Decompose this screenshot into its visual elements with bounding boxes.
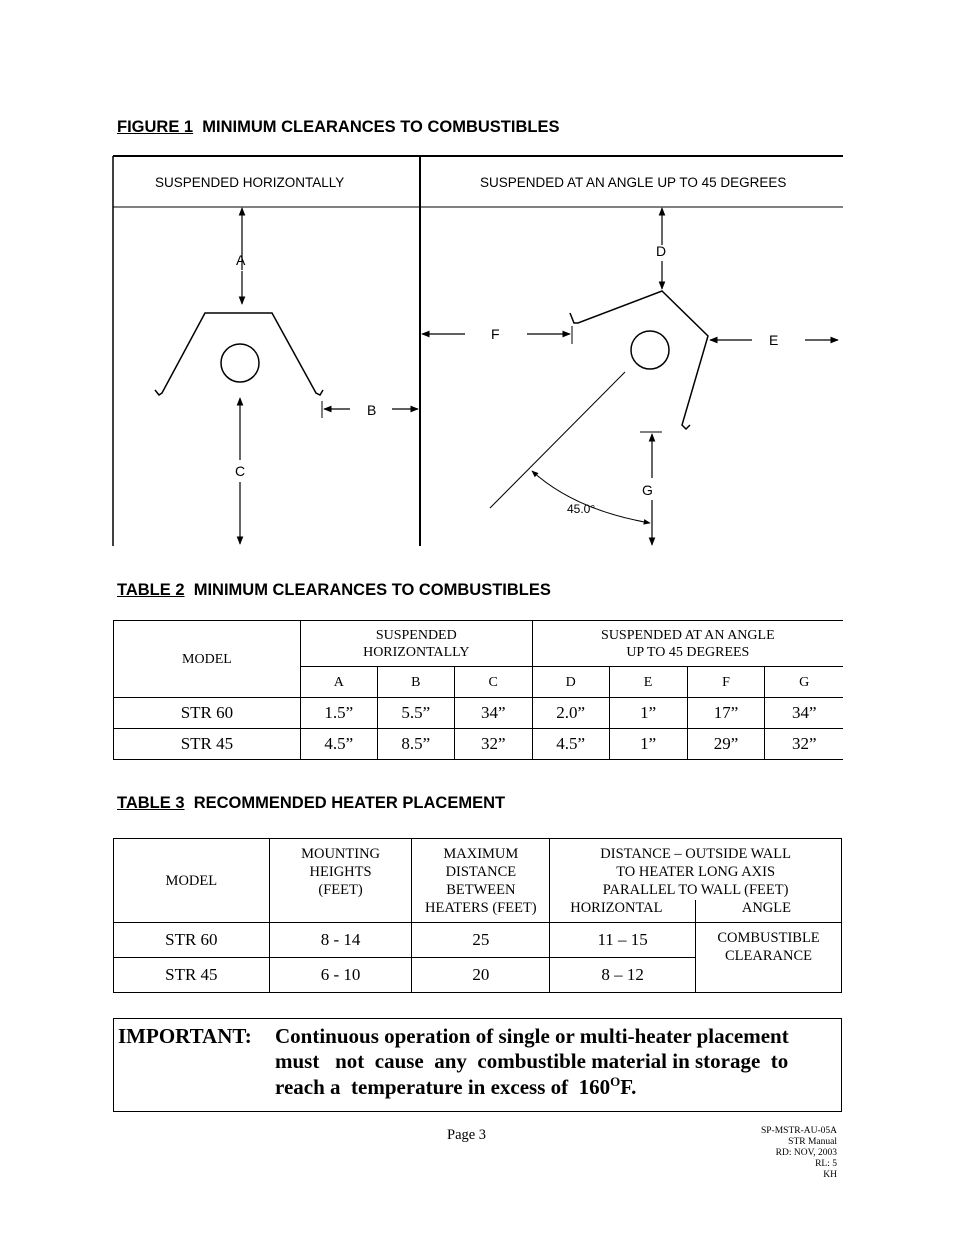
table2-cell: 2.0” [532,698,609,729]
table3-mounting-header-line: (FEET) [318,882,363,898]
table3-max-distance-header [412,839,550,923]
table3-max-distance-header-line: BETWEEN [446,882,516,898]
table3-cell: 8 - 14 [269,923,412,958]
table3-cell: 20 [412,958,550,993]
table3-caption [117,794,505,813]
table2-col-a: A [300,667,377,698]
table3-cell: 11 – 15 [550,923,696,958]
table2-angle-header-line2: UP TO 45 DEGREES [626,644,750,660]
table3-horizontal-subheader: HORIZONTAL [570,900,663,916]
clearance-diagram [0,0,954,560]
right-panel-header: SUSPENDED AT AN ANGLE UP TO 45 DEGREES [480,175,787,190]
doc-ref-line: RD: NOV, 2003 [775,1148,837,1158]
table2-number: TABLE 2 [117,581,185,599]
table3-model-header: MODEL [114,839,270,923]
table3-cell: STR 45 [114,958,270,993]
table2-col-f: F [687,667,765,698]
table2-angle-header-line1: SUSPENDED AT AN ANGLE [601,627,775,643]
table2-cell: STR 60 [114,698,301,729]
table2-cell: STR 45 [114,729,301,760]
label-c: C [235,463,246,479]
table3-mounting-header [269,839,412,923]
table2-cell: 17” [687,698,765,729]
doc-ref-line: SP-MSTR-AU-05A [760,1126,837,1136]
label-e: E [769,332,779,348]
document-reference [700,1126,837,1181]
table2-cell: 1” [609,698,687,729]
angle-reference-line [490,372,625,508]
table2-caption [117,581,551,600]
table3-max-distance-header-line: DISTANCE [445,864,517,880]
table2-cell: 8.5” [377,729,454,760]
table2-cell: 32” [454,729,532,760]
table2-cell: 4.5” [300,729,377,760]
clearance-table [113,620,843,760]
placement-table [113,838,842,993]
label-d: D [656,243,667,259]
table3-max-distance-header-line: HEATERS (FEET) [425,900,537,916]
page-number: Page 3 [447,1127,487,1143]
table2-cell: 5.5” [377,698,454,729]
diagram-frame [113,156,843,546]
table2-cell: 34” [454,698,532,729]
table2-cell: 34” [765,698,843,729]
table3-title: RECOMMENDED HEATER PLACEMENT [193,794,506,812]
table2-cell: 32” [765,729,843,760]
important-line2: must not cause any combustible material in storage to [275,1049,789,1073]
horizontal-heater-shape [155,313,323,395]
degree-superscript: O [610,1074,621,1089]
doc-ref-line: STR Manual [788,1137,837,1147]
figure1-title: MINIMUM CLEARANCES TO COMBUSTIBLES [202,118,560,136]
table-row [114,923,842,958]
figure1-number: FIGURE 1 [117,118,194,136]
table2-cell: 4.5” [532,729,609,760]
important-line3 [275,1074,636,1100]
important-label: IMPORTANT: [118,1024,252,1048]
table3-wall-distance-header-line: DISTANCE – OUTSIDE WALL [600,846,791,862]
table2-cell: 1” [609,729,687,760]
important-line1: Continuous operation of single or multi-heater placement [275,1024,789,1048]
table2-col-d: D [532,667,609,698]
table2-title: MINIMUM CLEARANCES TO COMBUSTIBLES [193,581,551,599]
table3-mounting-header-line: MOUNTING [301,846,381,862]
important-notice [113,1018,842,1112]
table3-cell: 8 – 12 [550,958,696,993]
doc-ref-line: RL: 5 [815,1159,837,1169]
label-b: B [367,402,377,418]
label-g: G [642,482,653,498]
angle-label: 45.0° [567,502,596,516]
table2-cell: 29” [687,729,765,760]
table2-model-header: MODEL [114,621,301,698]
important-line3-unit: F. [620,1075,637,1099]
table-row [114,729,844,760]
table3-cell: STR 60 [114,923,270,958]
table3-wall-distance-header-line: PARALLEL TO WALL (FEET) [602,882,789,898]
table3-max-distance-header-line: MAXIMUM [443,846,519,862]
table3-angle-subheader: ANGLE [741,900,791,916]
table3-cell: 6 - 10 [269,958,412,993]
table3-cell: 25 [412,923,550,958]
table3-mounting-header-line: HEIGHTS [309,864,372,880]
table3-angle-cell [696,923,842,993]
table2-col-b: B [377,667,454,698]
table3-number: TABLE 3 [117,794,185,812]
table2-horizontal-header-line1: SUSPENDED [375,627,457,643]
table2-col-e: E [609,667,687,698]
table2-horizontal-header [300,621,532,667]
table3-angle-cell-line2: CLEARANCE [725,948,813,964]
angled-heater-shape [570,291,708,429]
left-panel-header: SUSPENDED HORIZONTALLY [155,175,345,190]
table2-horizontal-header-line2: HORIZONTALLY [363,644,470,660]
doc-ref-line: KH [823,1170,837,1180]
important-line3-text: reach a temperature in excess of 160 [275,1075,611,1099]
table-row [114,698,844,729]
label-a: A [236,252,246,268]
table2-col-c: C [454,667,532,698]
table3-wall-distance-header [550,839,842,923]
table3-wall-distance-header-line: TO HEATER LONG AXIS [616,864,776,880]
table2-angle-header [532,621,843,667]
table3-angle-cell-line1: COMBUSTIBLE [717,930,820,946]
table2-col-g: G [765,667,843,698]
table2-cell: 1.5” [300,698,377,729]
label-f: F [491,326,500,342]
